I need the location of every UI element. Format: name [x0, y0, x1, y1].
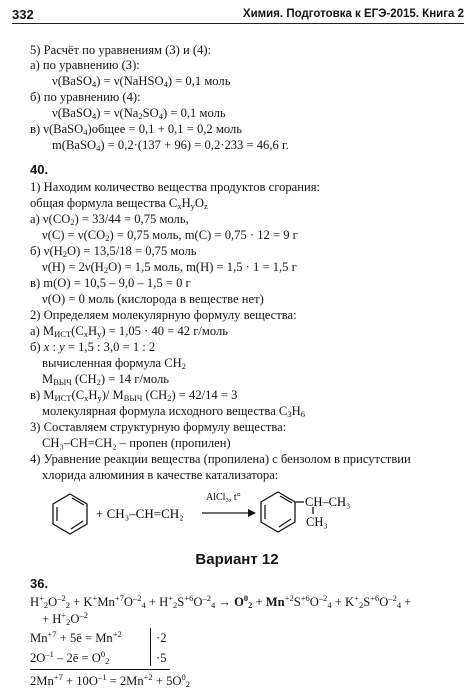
- calc-line: $M_{ВЫЧ}$ $(CH_2) = 14$ г/моль: [42, 372, 170, 387]
- benzene-ring: [53, 494, 87, 534]
- step-1-heading: 1) Находим количество вещества продуктов сгорания:: [30, 180, 321, 194]
- reaction-scheme: [30, 484, 450, 544]
- balance-line: $Mn^{+7}$ + 5ē = $Mn^{+2}$: [30, 629, 122, 645]
- balance-rule: [30, 669, 170, 670]
- variant-heading: Вариант 12: [195, 551, 279, 568]
- mass-line: m(BaSO$_4$) = 0,2·(137 + 96) = 0,2·233 = 46,6 г.: [52, 138, 289, 153]
- equation-line: ν(BaSO$_4$) = ν(NaHSO$_4$) = 0,1 моль: [52, 74, 231, 89]
- calc-line: $\nu(H) = 2\nu(H_2O) = 1,5$ моль, m(H) = 1,5 · 1 = 1,5 г: [42, 260, 297, 275]
- balance-divider: [150, 628, 151, 666]
- page-header: [12, 7, 464, 24]
- page-number: 332: [12, 7, 34, 22]
- calc-line: молекулярная формула исходного вещества $C_3H_6$: [42, 404, 305, 419]
- structural-formula: CH₃–CH=CH₂ – пропен (пропилен): [42, 436, 231, 450]
- calc-line: в) $M_{ИСТ}(C_xH_y)/$ $M_{ВЫЧ}$ $(CH_2) = 42/14 = 3$: [30, 388, 238, 403]
- step-5c-line: в) ν(BaSO$_4$)общее = 0,1 + 0,1 = 0,2 моль: [30, 122, 242, 137]
- text-span: вычисленная формула CH: [42, 356, 182, 370]
- calc-line: ν(O) = 0 моль (кислорода в веществе нет): [42, 292, 264, 306]
- balance-multiplier: ·5: [156, 651, 167, 665]
- task-number: 36.: [30, 576, 49, 591]
- calc-line: $\nu(C) = \nu(CO_2) = 0,75$ моль, m(C) = 0,75 · 12 = 9 г: [42, 228, 298, 243]
- text-span: общая формула вещества C: [30, 196, 178, 210]
- balance-multiplier: ·2: [156, 631, 167, 645]
- redox-equation-cont: + $H^+_2O^{-2}$: [42, 610, 89, 627]
- text-span: молекулярная формула исходного вещества C: [42, 404, 288, 418]
- text-span: m(BaSO: [52, 138, 97, 152]
- reaction-arrow: [202, 509, 256, 517]
- text-span: в) ν(BaSO: [30, 122, 84, 136]
- reagent-text: + CH₃–CH=CH₂: [96, 506, 184, 521]
- step-5b-label: б) по уравнению (4):: [30, 90, 141, 104]
- balance-sum: $2Mn^{+7} + 10O^{-1} = 2Mn^{+2} + 5O^0_2$: [30, 672, 190, 689]
- text-span: ) = 0,2·(137 + 96) = 0,2·233 = 46,6 г.: [100, 138, 289, 152]
- calc-line: в) m(O) = 10,5 – 9,0 – 1,5 = 0 г: [30, 276, 191, 290]
- balance-line: $2O^{-1}$ – 2ē = $O^0_2$: [30, 649, 110, 666]
- calc-line: а) $M_{ИСТ}(C_xH_y) = 1,05 \cdot 40 = 42$ г/моль: [30, 324, 228, 339]
- general-formula-line: общая формула вещества $C_xH_yO_z$: [30, 196, 208, 211]
- step-2-heading: 2) Определяем молекулярную формулу вещества:: [30, 308, 297, 322]
- product-methyl-text: CH₃: [306, 515, 328, 529]
- calc-line: а) $\nu(CO_2) = 33/44 = 0,75$ моль,: [30, 212, 189, 227]
- text-span: 2: [160, 631, 167, 645]
- catalyst-text: AlCl₃, t°: [206, 492, 241, 503]
- step-5-heading: 5) Расчёт по уравнениям (3) и (4):: [30, 43, 212, 57]
- running-title: Химия. Подготовка к ЕГЭ-2015. Книга 2: [242, 8, 464, 20]
- text-span: )общее = 0,1 + 0,1 = 0,2 моль: [87, 122, 242, 136]
- step-5a-label: а) по уравнению (3):: [30, 58, 140, 72]
- step-3-heading: 3) Составляем структурную формулу вещества:: [30, 420, 287, 434]
- calc-line: вычисленная формула $CH_2$: [42, 356, 186, 371]
- redox-equation: $H^+_2O^{-2}_2 + K^+Mn^{+7}O^{-2}_4 + H^+_2S^{+6}O^{-2}_4 \to O^0_2 + Mn^{+2}S^{+6}O^{-2}_4 + K^+_2S^{+6}O^{-2}_4$ +: [30, 593, 412, 610]
- calc-line: б) $\nu(H_2O) = 13,5/18 = 0,75$ моль: [30, 244, 197, 259]
- calc-line: б) x : y = 1,5 : 3,0 = 1 : 2: [30, 340, 156, 354]
- task-number: 40.: [30, 162, 49, 177]
- equation-line: ν(BaSO$_4$) = $\nu(Na_2SO_4) = 0,1$ моль: [52, 106, 226, 121]
- text-span: 5: [160, 651, 167, 665]
- product-chain-text: CH–CH₃: [305, 495, 351, 509]
- step-4-heading: 4) Уравнение реакции вещества (пропилена) с бензолом в присутствии: [30, 452, 411, 466]
- step-4-heading-cont: хлорида алюминия в качестве катализатора:: [42, 468, 279, 482]
